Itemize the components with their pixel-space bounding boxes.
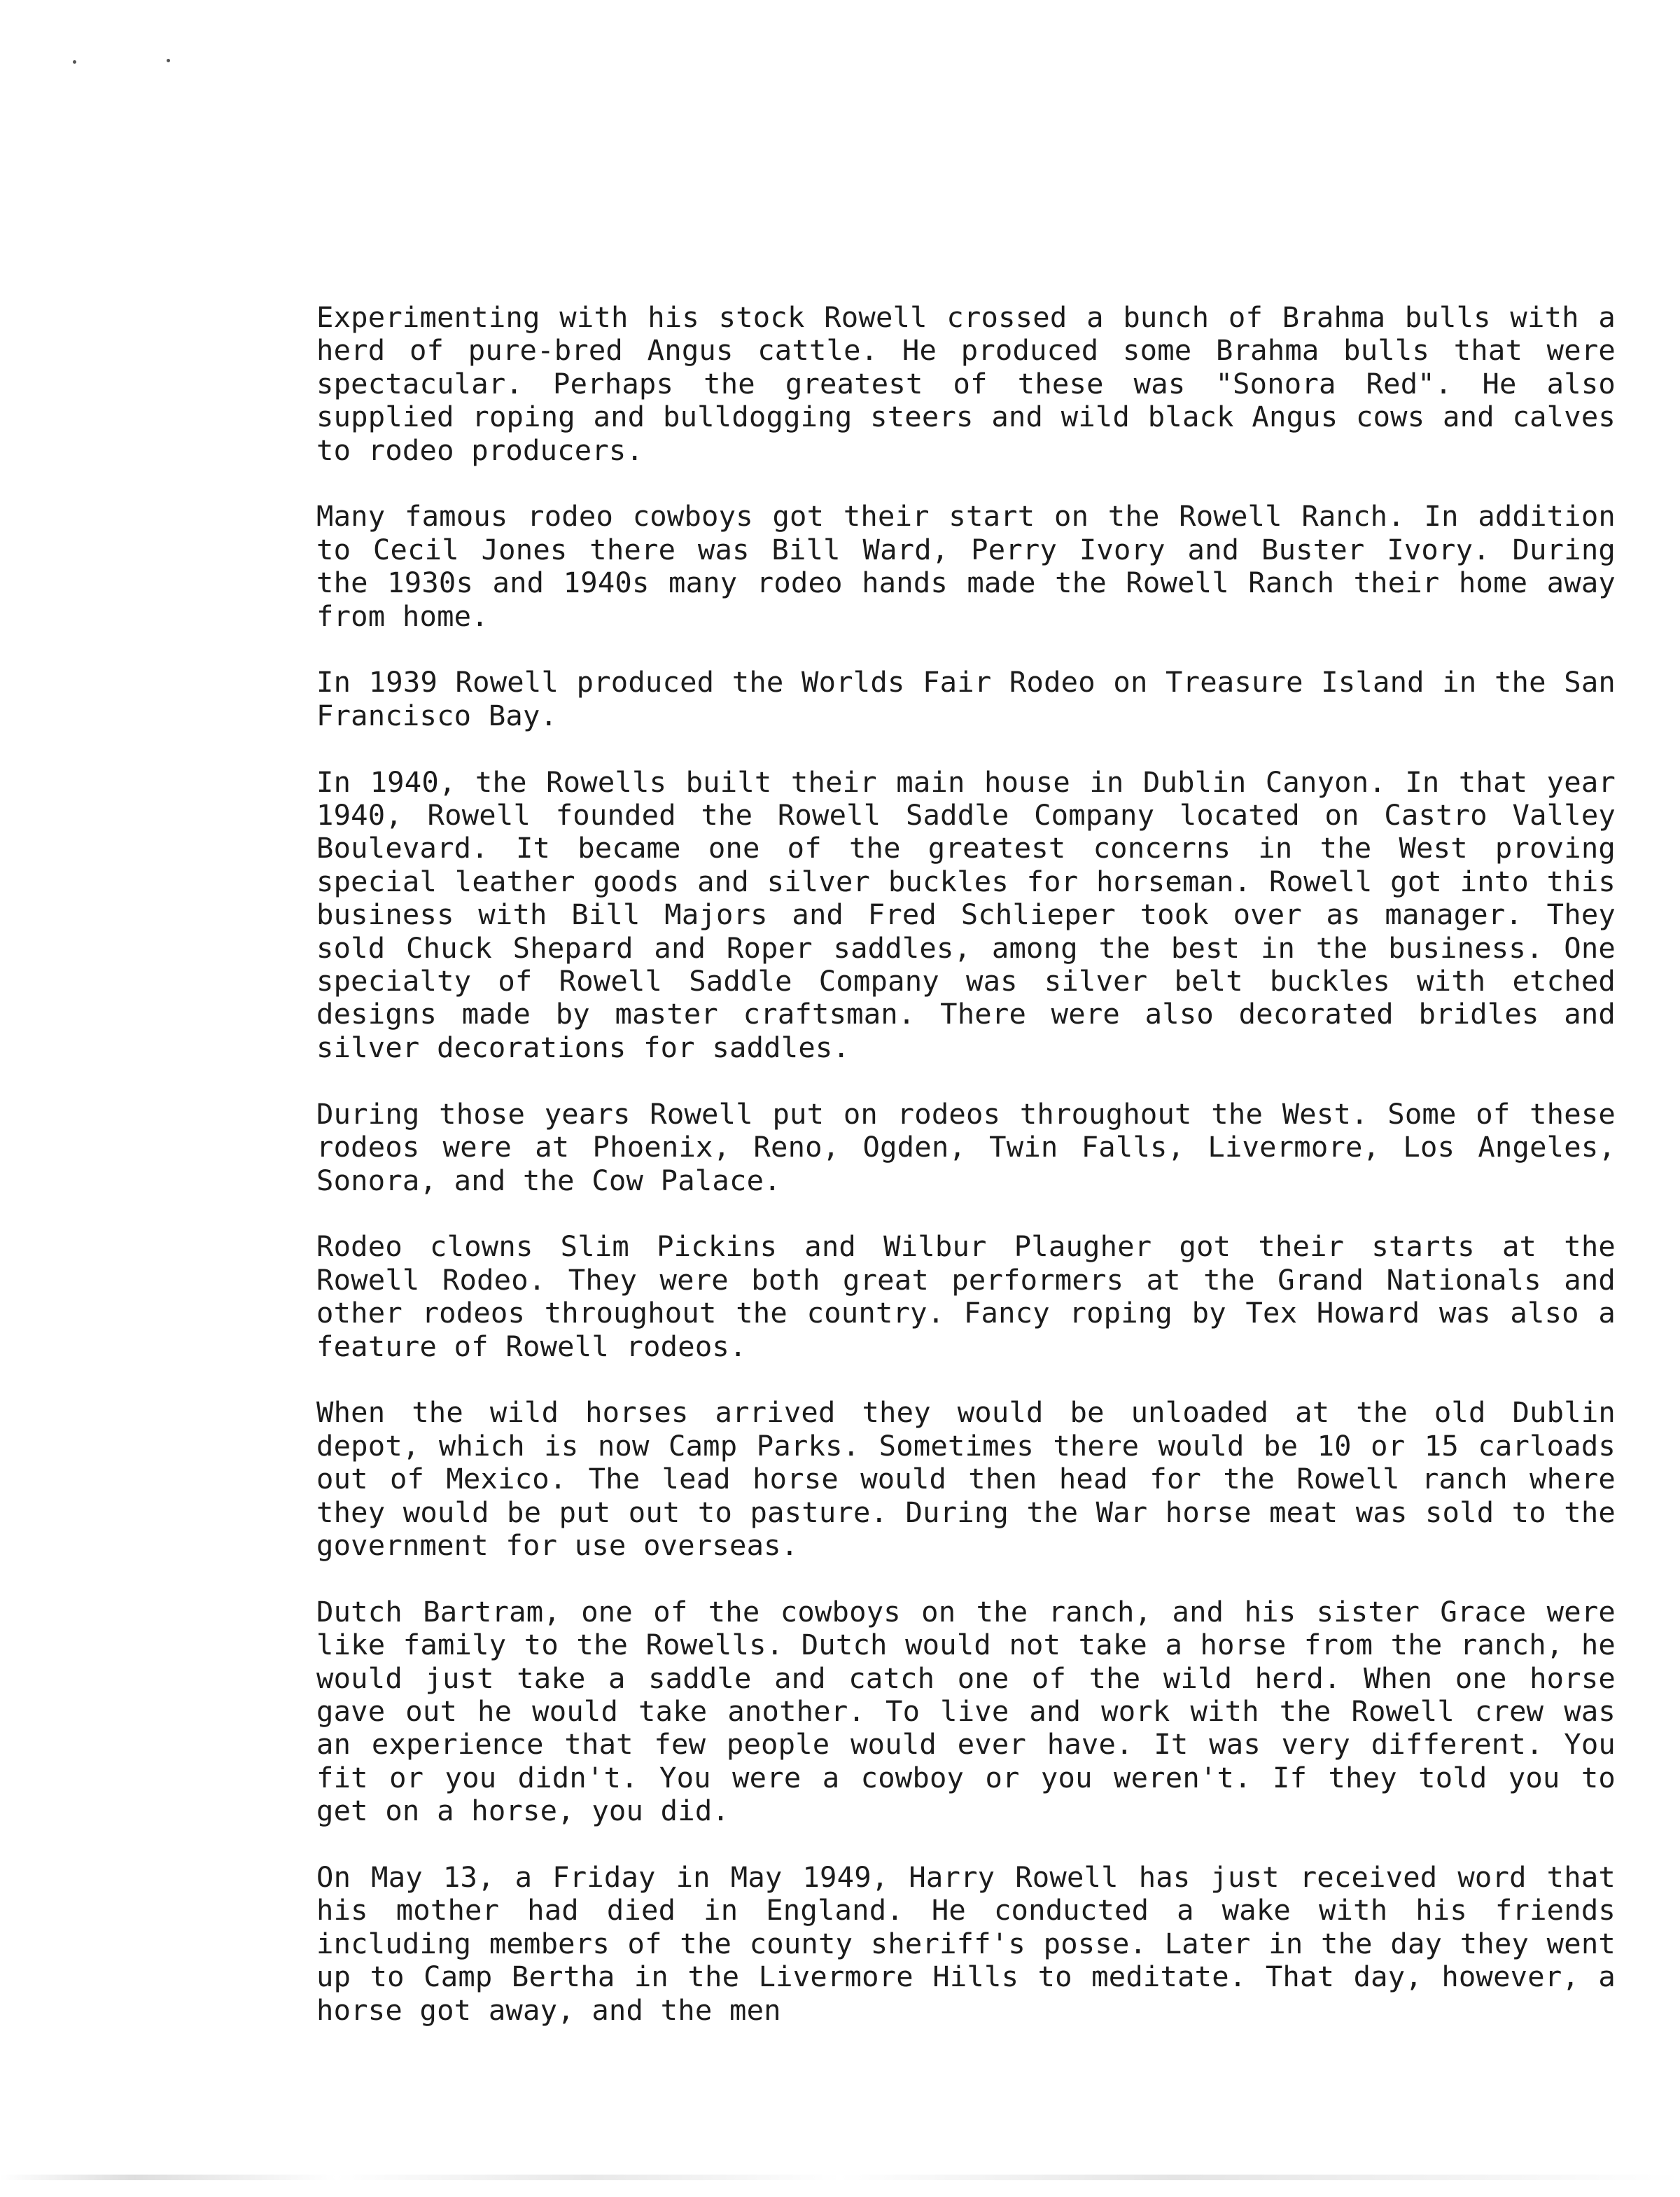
document-body [316,301,1616,2060]
paragraph-may-1949: On May 13, a Friday in May 1949, Harry Rowell has just received word that his mother had died in England. He conducted a wake with his friends including members of the county sheriff's posse. Later in the day they went up to Camp Bertha in the Livermore Hills to meditate. That day, however, a horse got away, and the men [316,1860,1616,2027]
paragraph-famous-cowboys: Many famous rodeo cowboys got their start on the Rowell Ranch. In addition to Cecil Jones there was Bill Ward, Perry Ivory and Buster Ivory. During the 1930s and 1940s many rodeo hands made the Rowell Ranch their home away from home. [316,499,1616,633]
scan-edge-noise [0,2175,1680,2180]
paragraph-dutch-bartram: Dutch Bartram, one of the cowboys on the ranch, and his sister Grace were like family to the Rowells. Dutch would not take a horse from the ranch, he would just take a saddle and catch one of the wild herd. When one horse gave out he would take another. To live and work with the Rowell crew was an experience that few people would ever have. It was very different. You fit or you didn't. You were a cowboy or you weren't. If they told you to get on a horse, you did. [316,1594,1616,1828]
paragraph-rodeo-clowns: Rodeo clowns Slim Pickins and Wilbur Plaugher got their starts at the Rowell Rodeo. They were both great performers at the Grand Nationals and other rodeos throughout the country. Fancy roping by Tex Howard was also a feature of Rowell rodeos. [316,1229,1616,1363]
scan-speck [167,59,170,62]
scan-speck [73,60,76,64]
paragraph-rodeos-west: During those years Rowell put on rodeos throughout the West. Some of these rodeos were at Phoenix, Reno, Ogden, Twin Falls, Livermore, Los Angeles, Sonora, and the Cow Palace. [316,1096,1616,1197]
paragraph-saddle-company: In 1940, the Rowells built their main house in Dublin Canyon. In that year 1940, Rowell founded the Rowell Saddle Company located on Castro Valley Boulevard. It became one of the greatest concerns in the West proving special leather goods and silver buckles for horseman. Rowell got into this business with Bill Majors and Fred Schlieper took over as manager. They sold Chuck Shepard and Roper saddles, among the best in the business. One specialty of Rowell Saddle Company was silver belt buckles with etched designs made by master craftsman. There were also decorated bridles and silver decorations for saddles. [316,765,1616,1064]
paragraph-wild-horses: When the wild horses arrived they would be unloaded at the old Dublin depot, which is now Camp Parks. Sometimes there would be 10 or 15 carloads out of Mexico. The lead horse would then head for the Rowell ranch where they would be put out to pasture. During the War horse meat was sold to the government for use overseas. [316,1395,1616,1562]
paragraph-worlds-fair: In 1939 Rowell produced the Worlds Fair Rodeo on Treasure Island in the San Francisco Bay. [316,665,1616,732]
paragraph-brahma-bulls: Experimenting with his stock Rowell crossed a bunch of Brahma bulls with a herd of pure-bred Angus cattle. He produced some Brahma bulls that were spectacular. Perhaps the greatest of these was "Sonora Red". He also supplied roping and bulldogging steers and wild black Angus cows and calves to rodeo producers. [316,300,1616,467]
